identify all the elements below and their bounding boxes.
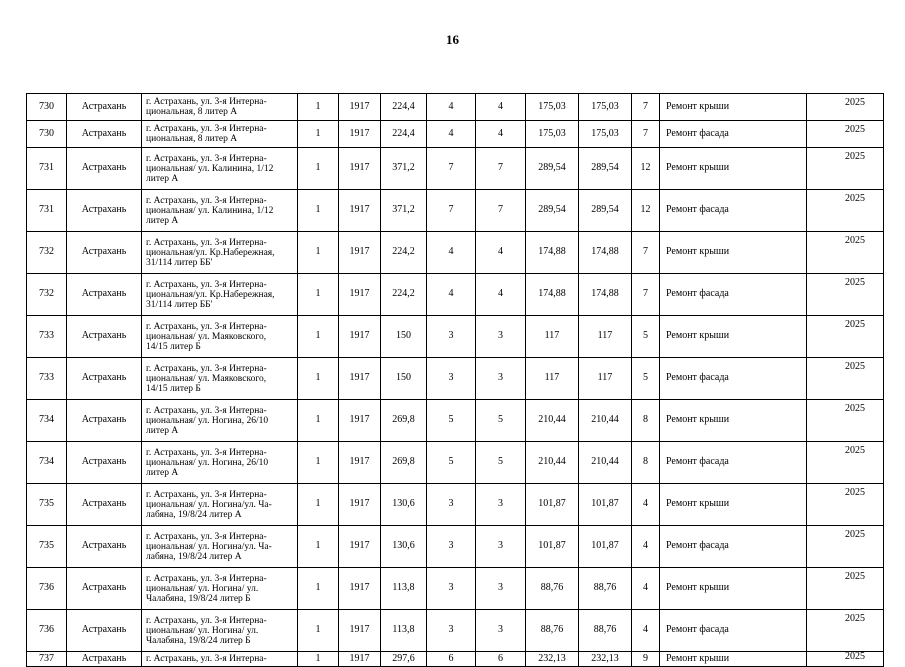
count-cell: 4 — [632, 484, 660, 526]
area: 224,2 — [381, 232, 427, 274]
plan-year: 2025 — [807, 568, 884, 610]
count-cell: 3 — [427, 568, 476, 610]
count-cell: 3 — [427, 358, 476, 400]
address: г. Астрахань, ул. 3-я Интерна- циональная, 8 литер А — [142, 94, 298, 121]
count-cell: 3 — [476, 526, 526, 568]
house-number: 732 — [27, 274, 67, 316]
house-number: 733 — [27, 316, 67, 358]
count-cell: 3 — [476, 568, 526, 610]
count-cell: 3 — [476, 316, 526, 358]
count-cell: 4 — [427, 232, 476, 274]
count-cell: 3 — [427, 316, 476, 358]
work-type: Ремонт фасада — [660, 274, 807, 316]
city-name: Астрахань — [67, 94, 142, 121]
count-cell: 9 — [632, 652, 660, 667]
count-cell: 1 — [298, 526, 339, 568]
build-year: 1917 — [339, 652, 381, 667]
build-year: 1917 — [339, 484, 381, 526]
work-type: Ремонт фасада — [660, 190, 807, 232]
cost: 174,88 — [526, 274, 579, 316]
count-cell: 3 — [427, 610, 476, 652]
count-cell: 1 — [298, 316, 339, 358]
plan-year: 2025 — [807, 652, 884, 667]
cost: 289,54 — [579, 148, 632, 190]
count-cell: 1 — [298, 400, 339, 442]
house-number: 735 — [27, 484, 67, 526]
work-type: Ремонт крыши — [660, 232, 807, 274]
count-cell: 3 — [476, 358, 526, 400]
plan-year: 2025 — [807, 121, 884, 148]
work-type: Ремонт крыши — [660, 94, 807, 121]
area: 224,4 — [381, 94, 427, 121]
build-year: 1917 — [339, 568, 381, 610]
count-cell: 7 — [632, 274, 660, 316]
build-year: 1917 — [339, 316, 381, 358]
house-number: 737 — [27, 652, 67, 667]
address: г. Астрахань, ул. 3-я Интерна- циональная/ ул. Ногина, 26/10 литер А — [142, 400, 298, 442]
work-type: Ремонт фасада — [660, 358, 807, 400]
work-type: Ремонт фасада — [660, 442, 807, 484]
city-name: Астрахань — [67, 274, 142, 316]
address: г. Астрахань, ул. 3-я Интерна- циональная/ ул. Калинина, 1/12 литер А — [142, 148, 298, 190]
cost: 289,54 — [526, 190, 579, 232]
house-number: 736 — [27, 568, 67, 610]
count-cell: 7 — [427, 190, 476, 232]
cost: 117 — [579, 316, 632, 358]
count-cell: 4 — [632, 610, 660, 652]
count-cell: 5 — [427, 442, 476, 484]
cost: 289,54 — [579, 190, 632, 232]
city-name: Астрахань — [67, 484, 142, 526]
area: 371,2 — [381, 148, 427, 190]
count-cell: 5 — [427, 400, 476, 442]
count-cell: 5 — [632, 358, 660, 400]
cost: 88,76 — [526, 568, 579, 610]
count-cell: 7 — [476, 148, 526, 190]
cost: 101,87 — [526, 484, 579, 526]
work-type: Ремонт фасада — [660, 610, 807, 652]
address: г. Астрахань, ул. 3-я Интерна- циональная/ул. Кр.Набережная, 31/114 литер ББ' — [142, 232, 298, 274]
count-cell: 7 — [632, 232, 660, 274]
address: г. Астрахань, ул. 3-я Интерна- циональная, 8 литер А — [142, 121, 298, 148]
count-cell: 8 — [632, 400, 660, 442]
house-number: 734 — [27, 442, 67, 484]
house-number: 732 — [27, 232, 67, 274]
work-type: Ремонт крыши — [660, 316, 807, 358]
build-year: 1917 — [339, 232, 381, 274]
cost: 101,87 — [579, 484, 632, 526]
house-number: 731 — [27, 190, 67, 232]
plan-year: 2025 — [807, 358, 884, 400]
city-name: Астрахань — [67, 400, 142, 442]
page-number: 16 — [446, 32, 459, 47]
count-cell: 6 — [476, 652, 526, 667]
area: 224,4 — [381, 121, 427, 148]
cost: 210,44 — [526, 400, 579, 442]
build-year: 1917 — [339, 121, 381, 148]
table-row — [27, 526, 884, 568]
city-name: Астрахань — [67, 121, 142, 148]
build-year: 1917 — [339, 358, 381, 400]
area: 297,6 — [381, 652, 427, 667]
plan-year: 2025 — [807, 526, 884, 568]
table-row — [27, 274, 884, 316]
plan-year: 2025 — [807, 610, 884, 652]
address: г. Астрахань, ул. 3-я Интерна- циональная/ ул. Ногина/ул. Ча- лабяна, 19/8/24 литер А — [142, 484, 298, 526]
address: г. Астрахань, ул. 3-я Интерна- циональная/ ул. Ногина/ ул. Чалабяна, 19/8/24 литер Б — [142, 568, 298, 610]
build-year: 1917 — [339, 442, 381, 484]
count-cell: 12 — [632, 190, 660, 232]
city-name: Астрахань — [67, 358, 142, 400]
build-year: 1917 — [339, 526, 381, 568]
count-cell: 5 — [476, 442, 526, 484]
count-cell: 1 — [298, 652, 339, 667]
address: г. Астрахань, ул. 3-я Интерна- циональная/ул. Кр.Набережная, 31/114 литер ББ' — [142, 274, 298, 316]
city-name: Астрахань — [67, 316, 142, 358]
count-cell: 7 — [427, 148, 476, 190]
area: 269,8 — [381, 442, 427, 484]
count-cell: 1 — [298, 190, 339, 232]
count-cell: 1 — [298, 148, 339, 190]
count-cell: 1 — [298, 358, 339, 400]
work-type: Ремонт крыши — [660, 568, 807, 610]
address: г. Астрахань, ул. 3-я Интерна- циональная/ ул. Калинина, 1/12 литер А — [142, 190, 298, 232]
count-cell: 3 — [427, 526, 476, 568]
house-number: 733 — [27, 358, 67, 400]
count-cell: 3 — [476, 610, 526, 652]
city-name: Астрахань — [67, 442, 142, 484]
plan-year: 2025 — [807, 400, 884, 442]
house-number: 730 — [27, 121, 67, 148]
cost: 101,87 — [579, 526, 632, 568]
count-cell: 4 — [427, 274, 476, 316]
count-cell: 1 — [298, 442, 339, 484]
house-number: 735 — [27, 526, 67, 568]
city-name: Астрахань — [67, 610, 142, 652]
count-cell: 4 — [476, 94, 526, 121]
count-cell: 4 — [476, 274, 526, 316]
cost: 175,03 — [526, 94, 579, 121]
count-cell: 1 — [298, 568, 339, 610]
cost: 88,76 — [579, 568, 632, 610]
address: г. Астрахань, ул. 3-я Интерна- циональная/ ул. Ногина/ ул. Чалабяна, 19/8/24 литер Б — [142, 610, 298, 652]
work-type: Ремонт крыши — [660, 484, 807, 526]
build-year: 1917 — [339, 148, 381, 190]
table-row — [27, 121, 884, 148]
count-cell: 3 — [476, 484, 526, 526]
count-cell: 12 — [632, 148, 660, 190]
count-cell: 4 — [427, 121, 476, 148]
cost: 232,13 — [526, 652, 579, 667]
plan-year: 2025 — [807, 484, 884, 526]
count-cell: 1 — [298, 610, 339, 652]
cost: 175,03 — [526, 121, 579, 148]
area: 150 — [381, 316, 427, 358]
table-row — [27, 652, 884, 667]
address: г. Астрахань, ул. 3-я Интерна- — [142, 652, 298, 667]
build-year: 1917 — [339, 190, 381, 232]
count-cell: 7 — [476, 190, 526, 232]
count-cell: 4 — [476, 121, 526, 148]
work-type: Ремонт фасада — [660, 526, 807, 568]
cost: 117 — [526, 316, 579, 358]
build-year: 1917 — [339, 400, 381, 442]
city-name: Астрахань — [67, 148, 142, 190]
area: 113,8 — [381, 568, 427, 610]
build-year: 1917 — [339, 610, 381, 652]
table-row — [27, 148, 884, 190]
count-cell: 4 — [632, 568, 660, 610]
cost: 117 — [526, 358, 579, 400]
count-cell: 1 — [298, 484, 339, 526]
table-row — [27, 94, 884, 121]
plan-year: 2025 — [807, 94, 884, 121]
cost: 175,03 — [579, 121, 632, 148]
registry-body — [27, 94, 884, 667]
count-cell: 3 — [427, 484, 476, 526]
address: г. Астрахань, ул. 3-я Интерна- циональная/ ул. Маяковского, 14/15 литер Б — [142, 316, 298, 358]
cost: 175,03 — [579, 94, 632, 121]
area: 224,2 — [381, 274, 427, 316]
city-name: Астрахань — [67, 652, 142, 667]
cost: 289,54 — [526, 148, 579, 190]
cost: 101,87 — [526, 526, 579, 568]
area: 371,2 — [381, 190, 427, 232]
table-row — [27, 400, 884, 442]
area: 130,6 — [381, 484, 427, 526]
count-cell: 5 — [476, 400, 526, 442]
build-year: 1917 — [339, 274, 381, 316]
table-row — [27, 610, 884, 652]
work-type: Ремонт крыши — [660, 652, 807, 667]
count-cell: 1 — [298, 94, 339, 121]
work-type: Ремонт фасада — [660, 121, 807, 148]
area: 269,8 — [381, 400, 427, 442]
area: 113,8 — [381, 610, 427, 652]
house-number: 734 — [27, 400, 67, 442]
count-cell: 6 — [427, 652, 476, 667]
build-year: 1917 — [339, 94, 381, 121]
cost: 174,88 — [579, 232, 632, 274]
plan-year: 2025 — [807, 316, 884, 358]
table-row — [27, 484, 884, 526]
count-cell: 7 — [632, 94, 660, 121]
cost: 210,44 — [579, 442, 632, 484]
repair-registry-table — [26, 93, 884, 667]
count-cell: 5 — [632, 316, 660, 358]
area: 130,6 — [381, 526, 427, 568]
cost: 117 — [579, 358, 632, 400]
work-type: Ремонт крыши — [660, 400, 807, 442]
table-row — [27, 442, 884, 484]
table-row — [27, 568, 884, 610]
count-cell: 1 — [298, 121, 339, 148]
cost: 210,44 — [579, 400, 632, 442]
count-cell: 4 — [427, 94, 476, 121]
table-row — [27, 358, 884, 400]
address: г. Астрахань, ул. 3-я Интерна- циональная/ ул. Маяковского, 14/15 литер Б — [142, 358, 298, 400]
plan-year: 2025 — [807, 442, 884, 484]
city-name: Астрахань — [67, 526, 142, 568]
count-cell: 4 — [632, 526, 660, 568]
house-number: 731 — [27, 148, 67, 190]
count-cell: 7 — [632, 121, 660, 148]
address: г. Астрахань, ул. 3-я Интерна- циональная/ ул. Ногина/ул. Ча- лабяна, 19/8/24 литер А — [142, 526, 298, 568]
count-cell: 8 — [632, 442, 660, 484]
count-cell: 1 — [298, 232, 339, 274]
plan-year: 2025 — [807, 232, 884, 274]
cost: 174,88 — [579, 274, 632, 316]
area: 150 — [381, 358, 427, 400]
count-cell: 4 — [476, 232, 526, 274]
city-name: Астрахань — [67, 190, 142, 232]
count-cell: 1 — [298, 274, 339, 316]
city-name: Астрахань — [67, 232, 142, 274]
cost: 210,44 — [526, 442, 579, 484]
cost: 232,13 — [579, 652, 632, 667]
table-row — [27, 316, 884, 358]
address: г. Астрахань, ул. 3-я Интерна- циональная/ ул. Ногина, 26/10 литер А — [142, 442, 298, 484]
house-number: 730 — [27, 94, 67, 121]
city-name: Астрахань — [67, 568, 142, 610]
plan-year: 2025 — [807, 190, 884, 232]
house-number: 736 — [27, 610, 67, 652]
work-type: Ремонт крыши — [660, 148, 807, 190]
cost: 174,88 — [526, 232, 579, 274]
table-row — [27, 232, 884, 274]
cost: 88,76 — [526, 610, 579, 652]
plan-year: 2025 — [807, 148, 884, 190]
cost: 88,76 — [579, 610, 632, 652]
table-row — [27, 190, 884, 232]
plan-year: 2025 — [807, 274, 884, 316]
